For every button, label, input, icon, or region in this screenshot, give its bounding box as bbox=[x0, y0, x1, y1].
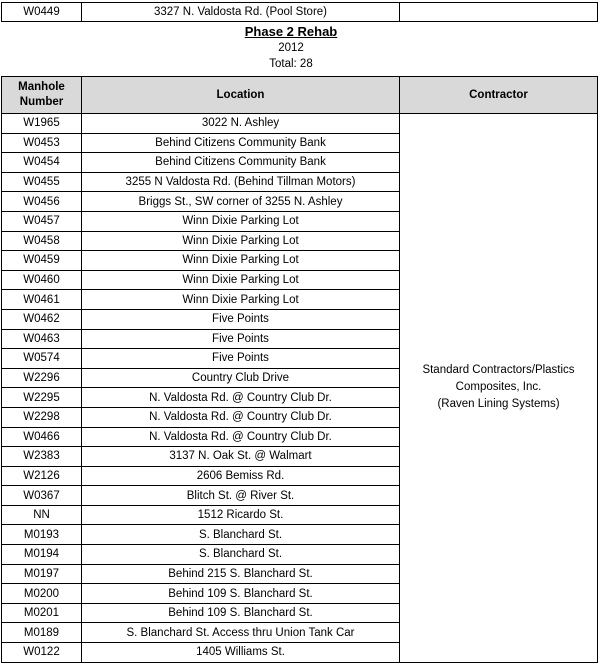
manhole-number-cell: W0122 bbox=[2, 643, 82, 663]
manhole-number-cell: W0453 bbox=[2, 133, 82, 153]
location-cell: Winn Dixie Parking Lot bbox=[82, 290, 400, 310]
header-contractor: Contractor bbox=[400, 77, 598, 114]
section-total: Total: 28 bbox=[269, 58, 313, 70]
location-cell: S. Blanchard St. bbox=[82, 525, 400, 545]
manhole-number-cell: M0201 bbox=[2, 603, 82, 623]
location-cell: Blitch St. @ River St. bbox=[82, 486, 400, 506]
manhole-number-cell: W0460 bbox=[2, 270, 82, 290]
manhole-number-cell: W0462 bbox=[2, 309, 82, 329]
location-cell: Country Club Drive bbox=[82, 368, 400, 388]
location-cell: Behind 109 S. Blanchard St. bbox=[82, 584, 400, 604]
manhole-number-cell: W0367 bbox=[2, 486, 82, 506]
table-row bbox=[2, 3, 598, 22]
location-cell: 1512 Ricardo St. bbox=[82, 505, 400, 525]
manhole-number-cell: W0457 bbox=[2, 211, 82, 231]
location-cell: Five Points bbox=[82, 309, 400, 329]
location-cell: Five Points bbox=[82, 329, 400, 349]
location-cell: Winn Dixie Parking Lot bbox=[82, 270, 400, 290]
location-cell: Winn Dixie Parking Lot bbox=[82, 231, 400, 251]
location-cell: 1405 Williams St. bbox=[82, 643, 400, 663]
location-cell: N. Valdosta Rd. @ Country Club Dr. bbox=[82, 427, 400, 447]
manhole-number-cell: W2295 bbox=[2, 388, 82, 408]
manhole-number-cell: W2296 bbox=[2, 368, 82, 388]
manhole-number-cell: W0458 bbox=[2, 231, 82, 251]
manhole-number-cell: W0466 bbox=[2, 427, 82, 447]
contractor-cell bbox=[400, 114, 598, 663]
manhole-number-cell: W2126 bbox=[2, 466, 82, 486]
section-year: 2012 bbox=[278, 42, 304, 54]
contractor-cell bbox=[400, 3, 598, 22]
contractor-line: Standard Contractors/Plastics bbox=[422, 364, 575, 377]
table-body bbox=[2, 114, 598, 663]
phase-2-rehab-table bbox=[1, 76, 598, 663]
location-cell: 3327 N. Valdosta Rd. (Pool Store) bbox=[82, 3, 400, 22]
manhole-number-cell: W2383 bbox=[2, 447, 82, 467]
manhole-number-cell: W0449 bbox=[2, 3, 82, 22]
location-cell: Behind 109 S. Blanchard St. bbox=[82, 603, 400, 623]
table-header-row bbox=[2, 77, 598, 114]
contractor-line: (Raven Lining Systems) bbox=[437, 398, 560, 411]
location-cell: 3022 N. Ashley bbox=[82, 114, 400, 134]
manhole-number-cell: W2298 bbox=[2, 407, 82, 427]
location-cell: Five Points bbox=[82, 349, 400, 369]
manhole-number-cell: W0456 bbox=[2, 192, 82, 212]
location-cell: N. Valdosta Rd. @ Country Club Dr. bbox=[82, 388, 400, 408]
manhole-number-cell: W0454 bbox=[2, 153, 82, 173]
location-cell: Briggs St., SW corner of 3255 N. Ashley bbox=[82, 192, 400, 212]
location-cell: Behind 215 S. Blanchard St. bbox=[82, 564, 400, 584]
manhole-number-cell: W0459 bbox=[2, 251, 82, 271]
manhole-number-cell: W0463 bbox=[2, 329, 82, 349]
contractor-line: Composites, Inc. bbox=[455, 381, 542, 394]
manhole-number-cell: W0461 bbox=[2, 290, 82, 310]
manhole-number-cell: W1965 bbox=[2, 114, 82, 134]
location-cell: Behind Citizens Community Bank bbox=[82, 133, 400, 153]
manhole-number-cell: M0200 bbox=[2, 584, 82, 604]
location-cell: 3255 N Valdosta Rd. (Behind Tillman Motors) bbox=[82, 172, 400, 192]
manhole-number-cell: M0193 bbox=[2, 525, 82, 545]
location-cell: 2606 Bemiss Rd. bbox=[82, 466, 400, 486]
header-manhole-number: Manhole Number bbox=[2, 77, 82, 114]
header-location: Location bbox=[82, 77, 400, 114]
location-cell: Winn Dixie Parking Lot bbox=[82, 211, 400, 231]
location-cell: N. Valdosta Rd. @ Country Club Dr. bbox=[82, 407, 400, 427]
section-title: Phase 2 Rehab bbox=[244, 24, 338, 39]
location-cell: 3137 N. Oak St. @ Walmart bbox=[82, 447, 400, 467]
manhole-number-cell: M0189 bbox=[2, 623, 82, 643]
location-cell: S. Blanchard St. Access thru Union Tank Car bbox=[82, 623, 400, 643]
manhole-number-cell: M0194 bbox=[2, 545, 82, 565]
location-cell: S. Blanchard St. bbox=[82, 545, 400, 565]
manhole-number-cell: NN bbox=[2, 505, 82, 525]
previous-table-fragment bbox=[1, 2, 598, 22]
location-cell: Behind Citizens Community Bank bbox=[82, 153, 400, 173]
manhole-number-cell: W0455 bbox=[2, 172, 82, 192]
table-row bbox=[2, 114, 598, 134]
location-cell: Winn Dixie Parking Lot bbox=[82, 251, 400, 271]
manhole-number-cell: W0574 bbox=[2, 349, 82, 369]
manhole-number-cell: M0197 bbox=[2, 564, 82, 584]
